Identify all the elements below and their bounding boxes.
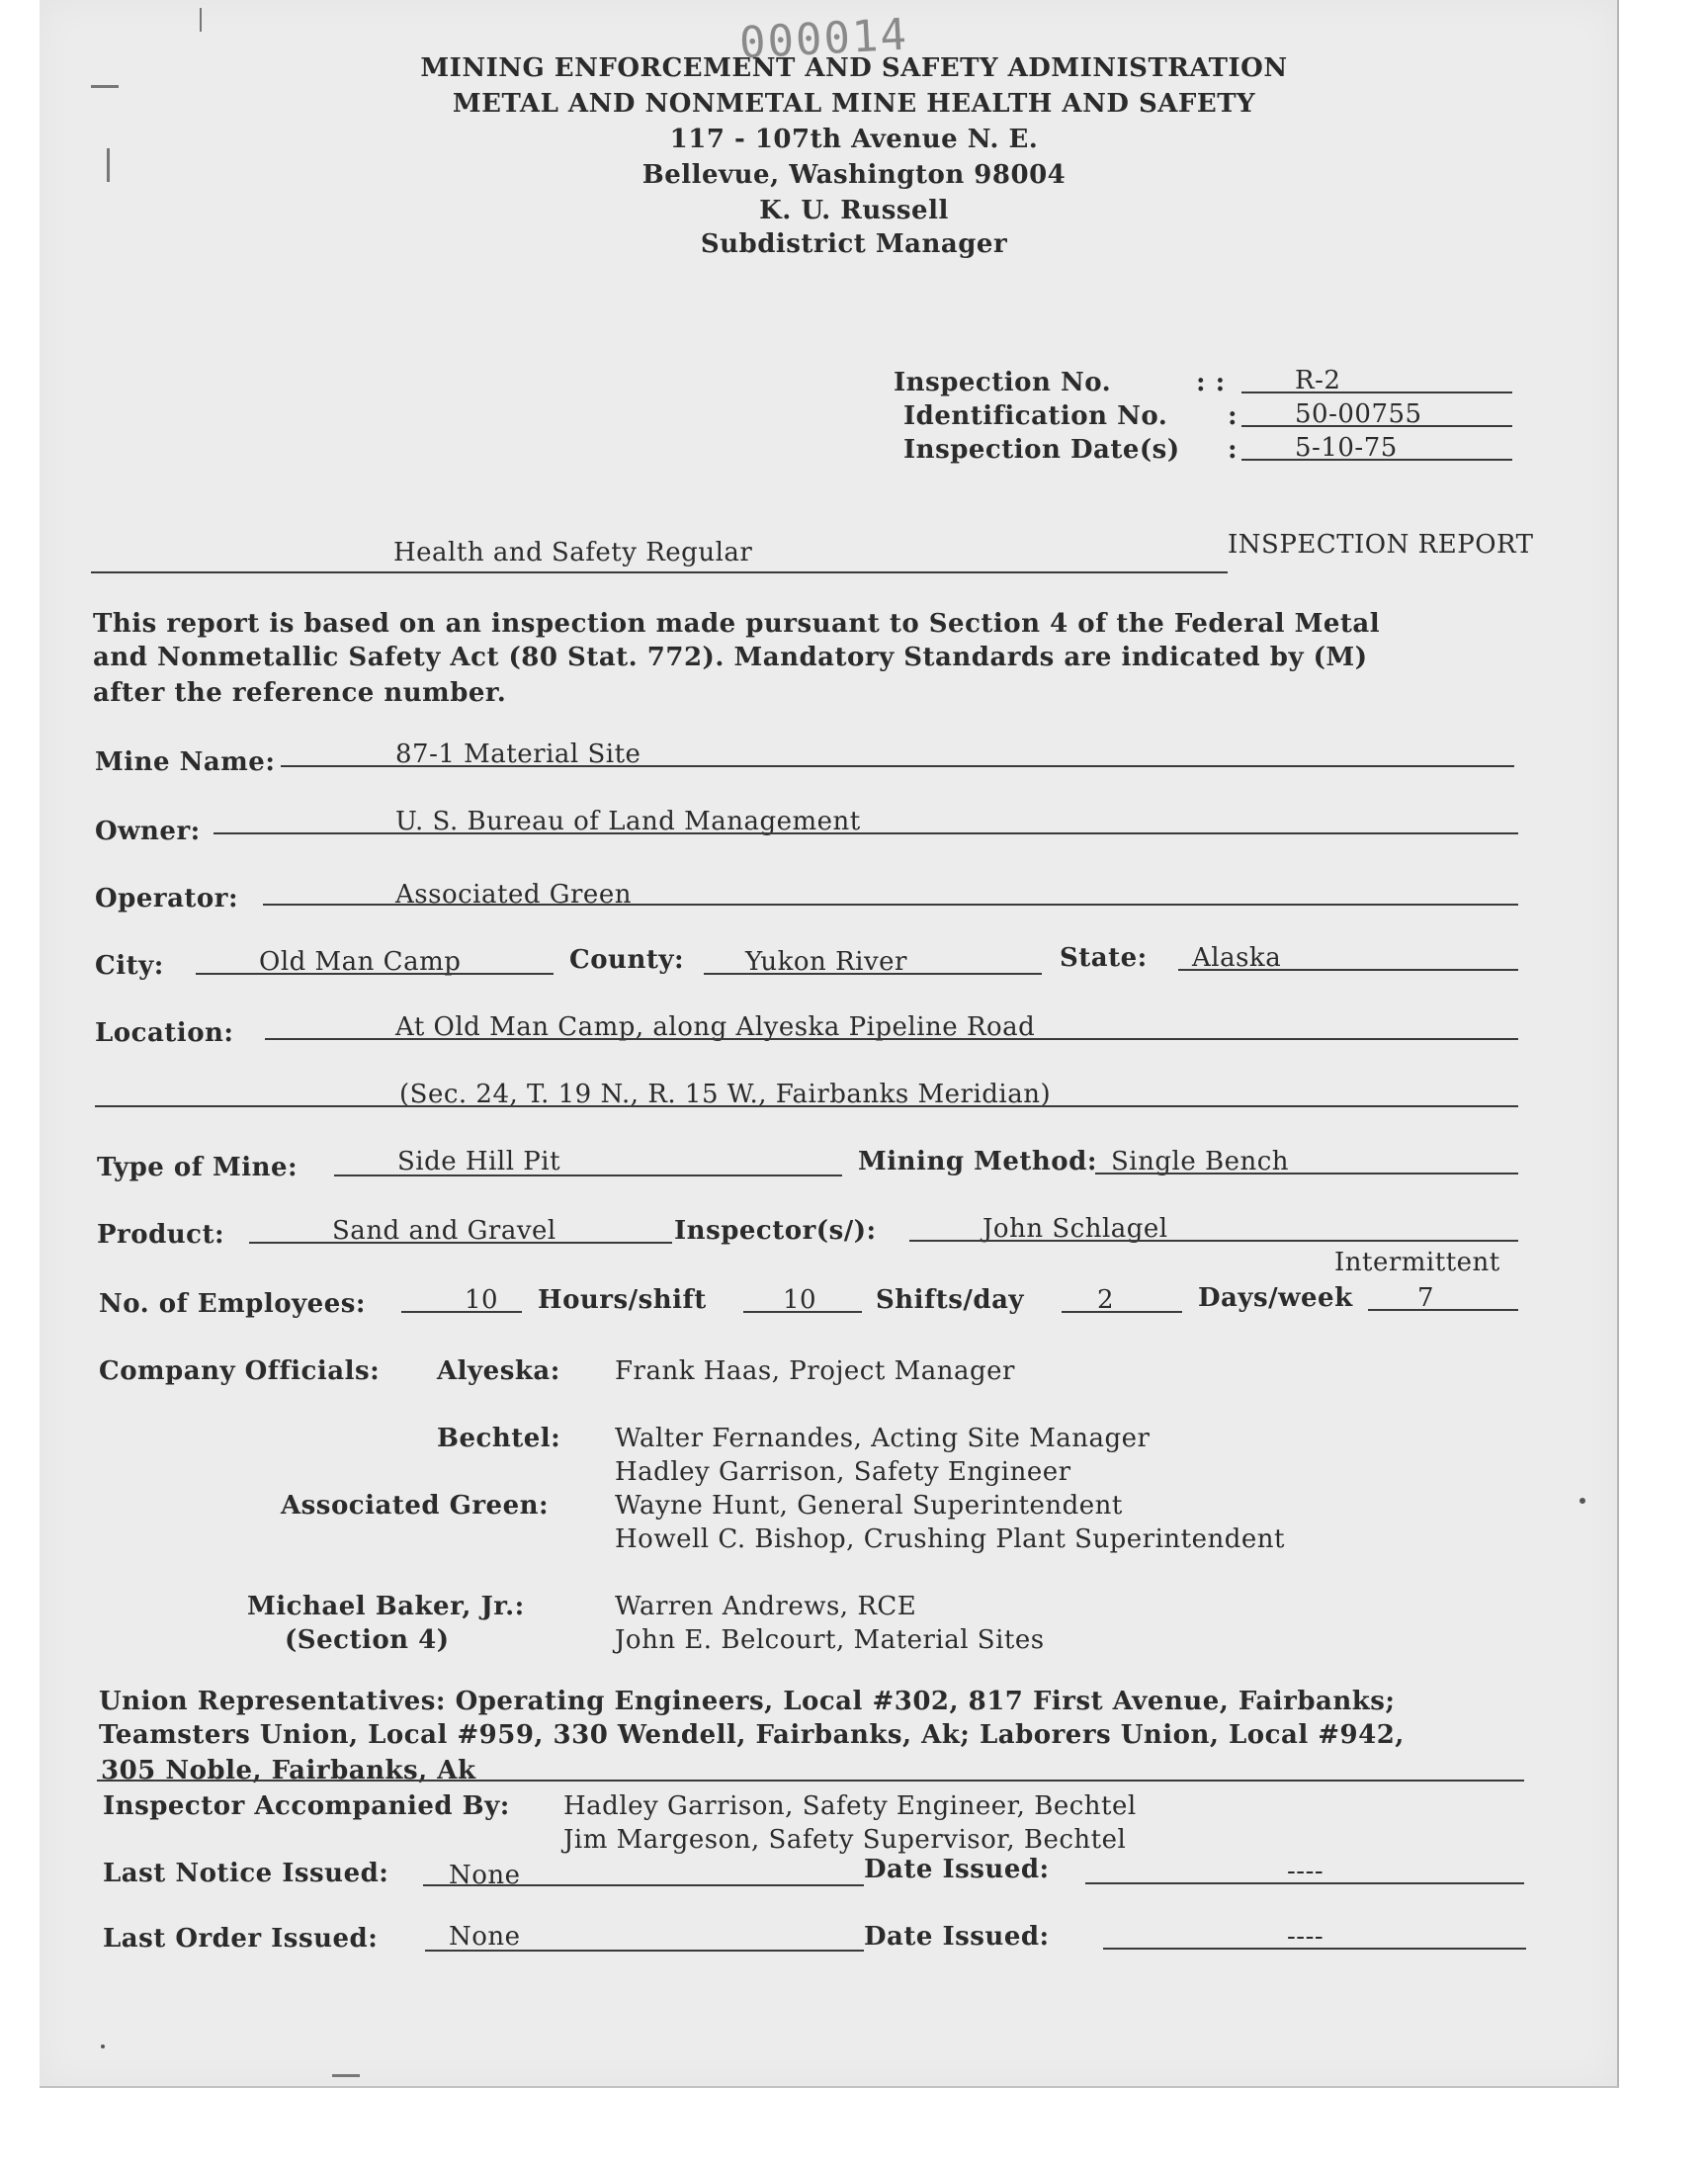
inspection-dates-separator: :	[1228, 435, 1238, 465]
type-of-mine-value: Side Hill Pit	[397, 1147, 561, 1176]
days-label: Days/week	[1198, 1283, 1353, 1313]
inspection-no-line	[1241, 392, 1512, 393]
intro-line: after the reference number.	[93, 678, 507, 708]
state-label: State:	[1060, 943, 1148, 973]
location-legal-line	[95, 1105, 1518, 1107]
location-label: Location:	[95, 1018, 234, 1048]
page-number-stamp: 000014	[737, 9, 910, 69]
last-order-value: None	[449, 1922, 521, 1952]
alyeska-label: Alyeska:	[437, 1356, 560, 1386]
days-week-annotation: Intermittent	[1334, 1248, 1500, 1277]
employees-label: No. of Employees:	[99, 1289, 366, 1319]
operator-line	[263, 904, 1518, 906]
owner-value: U. S. Bureau of Land Management	[395, 807, 861, 836]
operator-label: Operator:	[95, 884, 239, 914]
operator-value: Associated Green	[395, 880, 632, 910]
hours-value: 10	[783, 1285, 817, 1315]
notice-date-value: ----	[1287, 1857, 1324, 1886]
inspection-no-label: Inspection No.	[894, 368, 1112, 397]
inspectors-value: John Schlagel	[982, 1214, 1168, 1244]
shifts-label: Shifts/day	[876, 1285, 1025, 1315]
scan-speck	[101, 2044, 105, 2048]
bechtel-label: Bechtel:	[437, 1424, 561, 1453]
notice-date-line	[1085, 1882, 1524, 1884]
location-line	[265, 1038, 1518, 1040]
state-value: Alaska	[1192, 943, 1282, 973]
union-line-rule	[97, 1780, 1524, 1782]
shifts-line	[1062, 1311, 1182, 1313]
product-label: Product:	[97, 1220, 225, 1250]
associated-green-official: Wayne Hunt, General Superintendent	[615, 1491, 1123, 1521]
type-of-mine-line	[334, 1174, 842, 1176]
mining-method-label: Mining Method:	[858, 1147, 1097, 1176]
street-address: 117 - 107th Avenue N. E.	[669, 125, 1039, 154]
state-line	[1178, 969, 1518, 971]
owner-line	[214, 832, 1518, 834]
days-value: 7	[1417, 1283, 1435, 1313]
days-line	[1368, 1309, 1518, 1311]
scan-mark	[200, 8, 202, 32]
associated-green-official: Howell C. Bishop, Crushing Plant Superintendent	[615, 1524, 1285, 1554]
report-title: INSPECTION REPORT	[1228, 530, 1534, 560]
division-name: METAL AND NONMETAL MINE HEALTH AND SAFETY	[452, 89, 1256, 119]
union-line: Union Representatives: Operating Engineers, Local #302, 817 First Avenue, Fairbanks;	[99, 1687, 1396, 1716]
type-of-mine-label: Type of Mine:	[97, 1153, 299, 1182]
identification-no-label: Identification No.	[903, 401, 1168, 431]
accompanied-person: Jim Margeson, Safety Supervisor, Bechtel	[563, 1825, 1127, 1855]
associated-green-label: Associated Green:	[281, 1491, 550, 1521]
inspection-dates-value: 5-10-75	[1295, 433, 1398, 463]
alyeska-official: Frank Haas, Project Manager	[615, 1356, 1015, 1386]
county-value: Yukon River	[745, 947, 907, 977]
agency-name: MINING ENFORCEMENT AND SAFETY ADMINISTRATION	[420, 53, 1288, 83]
city-line	[196, 973, 554, 975]
officials-label: Company Officials:	[99, 1356, 381, 1386]
last-notice-label: Last Notice Issued:	[103, 1859, 389, 1888]
last-order-label: Last Order Issued:	[103, 1924, 379, 1954]
manager-name: K. U. Russell	[759, 196, 949, 225]
mining-method-line	[1095, 1173, 1518, 1174]
hours-label: Hours/shift	[538, 1285, 707, 1315]
location-value: At Old Man Camp, along Alyeska Pipeline Road	[395, 1012, 1036, 1042]
county-line	[704, 973, 1042, 975]
city-label: City:	[95, 951, 164, 981]
location-legal-description: (Sec. 24, T. 19 N., R. 15 W., Fairbanks Meridian)	[399, 1080, 1052, 1109]
order-date-label: Date Issued:	[864, 1922, 1050, 1952]
order-date-line	[1103, 1948, 1526, 1950]
michael-baker-label: Michael Baker, Jr.:	[247, 1592, 525, 1621]
bechtel-official: Hadley Garrison, Safety Engineer	[615, 1457, 1071, 1487]
union-line: Teamsters Union, Local #959, 330 Wendell, Fairbanks, Ak; Laborers Union, Local #942,	[99, 1720, 1405, 1750]
michael-baker-official: John E. Belcourt, Material Sites	[615, 1625, 1045, 1655]
inspectors-label: Inspector(s/):	[674, 1216, 877, 1246]
union-line: 305 Noble, Fairbanks, Ak	[101, 1756, 476, 1785]
report-type-line	[91, 571, 1228, 573]
shifts-value: 2	[1097, 1285, 1115, 1315]
inspection-dates-label: Inspection Date(s)	[903, 435, 1180, 465]
identification-no-line	[1241, 425, 1512, 427]
city-value: Old Man Camp	[259, 947, 462, 977]
mine-name-value: 87-1 Material Site	[395, 740, 641, 769]
city-address: Bellevue, Washington 98004	[641, 160, 1067, 190]
bechtel-official: Walter Fernandes, Acting Site Manager	[615, 1424, 1151, 1453]
inspection-no-value: R-2	[1295, 366, 1341, 395]
intro-line: and Nonmetallic Safety Act (80 Stat. 772). Mandatory Standards are indicated by (M)	[93, 643, 1368, 672]
inspection-no-separator: : :	[1196, 368, 1226, 397]
identification-no-separator: :	[1228, 401, 1238, 431]
mine-name-label: Mine Name:	[95, 747, 276, 777]
employees-value: 10	[465, 1285, 499, 1315]
employees-line	[401, 1311, 522, 1313]
inspectors-line	[909, 1240, 1518, 1242]
michael-baker-official: Warren Andrews, RCE	[615, 1592, 917, 1621]
product-line	[249, 1242, 672, 1244]
mining-method-value: Single Bench	[1111, 1147, 1290, 1176]
mine-name-line	[281, 765, 1514, 767]
intro-line: This report is based on an inspection made pursuant to Section 4 of the Federal Metal	[93, 609, 1381, 639]
accompanied-label: Inspector Accompanied By:	[103, 1791, 510, 1821]
hours-line	[743, 1311, 862, 1313]
inspection-dates-line	[1241, 459, 1512, 461]
manager-title: Subdistrict Manager	[700, 229, 1008, 259]
last-order-line	[425, 1950, 864, 1952]
product-value: Sand and Gravel	[332, 1216, 556, 1246]
scan-speck	[1580, 1498, 1585, 1504]
last-notice-value: None	[449, 1861, 521, 1890]
accompanied-person: Hadley Garrison, Safety Engineer, Bechtel	[563, 1791, 1137, 1821]
last-notice-line	[423, 1884, 864, 1886]
identification-no-value: 50-00755	[1295, 399, 1422, 429]
owner-label: Owner:	[95, 817, 201, 846]
notice-date-label: Date Issued:	[864, 1855, 1050, 1884]
county-label: County:	[569, 945, 685, 975]
order-date-value: ----	[1287, 1922, 1324, 1952]
report-type: Health and Safety Regular	[393, 538, 753, 567]
scan-mark	[332, 2074, 360, 2077]
michael-baker-section: (Section 4)	[285, 1625, 450, 1655]
